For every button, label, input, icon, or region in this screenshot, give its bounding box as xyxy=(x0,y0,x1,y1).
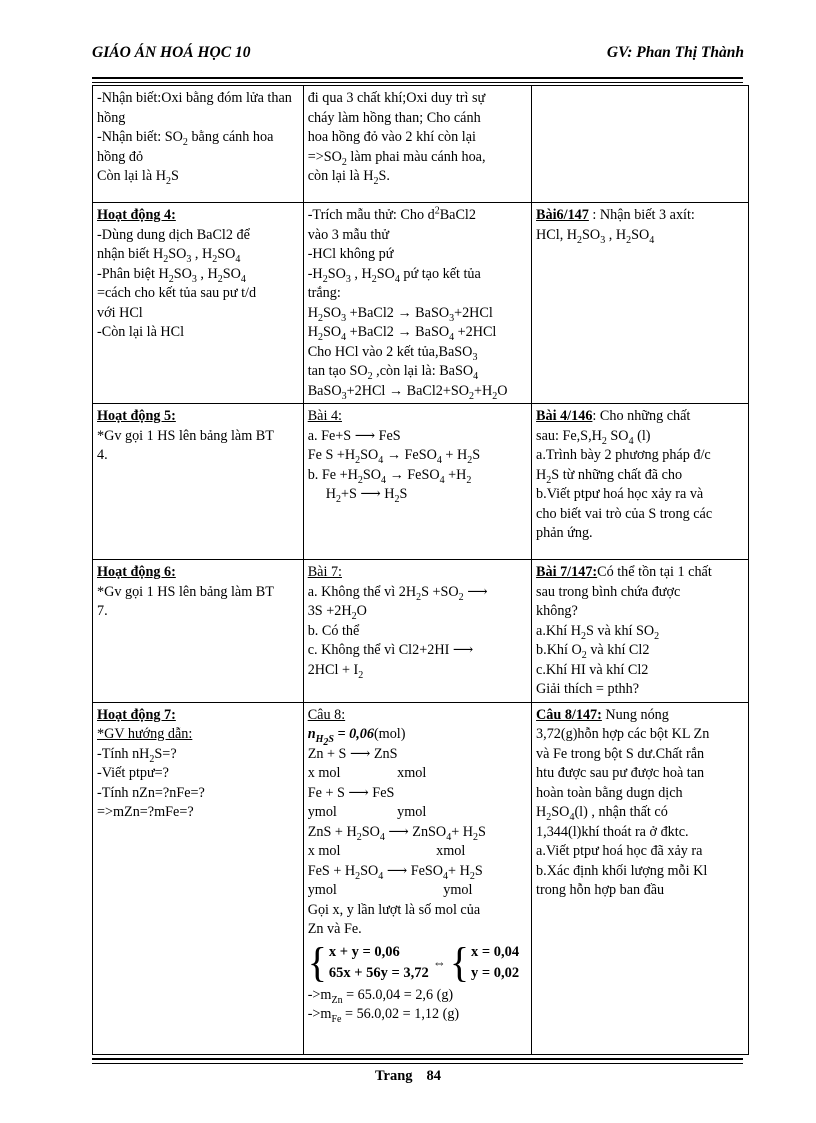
text-line: cháy làm hồng than; Cho cánh xyxy=(307,109,481,126)
text-line: ymol ymol xyxy=(307,882,473,898)
exercise-title: Câu 8/147: xyxy=(536,706,602,723)
exercise-cell xyxy=(532,702,749,1054)
text-line: trong hỗn hợp ban đầu xyxy=(536,882,665,898)
text-line: và Fe trong bột S dư.Chất rắn xyxy=(536,745,705,762)
text-line: phản ứng. xyxy=(536,525,593,541)
text-line: -Tính $nH_2S=$? xyxy=(97,745,177,765)
equation-line: $H_2+S$ ⟶ $H_2S$ xyxy=(325,486,408,505)
table-row xyxy=(93,86,749,203)
text-line: Nung nóng xyxy=(601,706,669,723)
equation-line: $H_2SO_4$ +BaCl2 → BaSO$_4$ +2HCl xyxy=(307,324,497,343)
text-line: còn lại là $H_2S$. xyxy=(307,168,390,187)
footer-rule xyxy=(92,1058,743,1064)
text-line: đi qua 3 chất khí;Oxi duy trì sự xyxy=(307,90,486,106)
table-row xyxy=(93,560,749,703)
text-line: hồng đỏ xyxy=(97,148,144,165)
activity-title: Hoạt động 5: xyxy=(97,408,176,424)
text-line: Gọi x, y lần lượt là số mol của xyxy=(307,901,481,918)
text-line: -Nhận biết: $SO_2$ bằng cánh hoa xyxy=(97,129,274,148)
equation-line: FeS + $H_2SO_4$ ⟶ FeSO$_4$+ $H_2S$ xyxy=(307,862,483,882)
table-row xyxy=(93,203,749,404)
text-line: $H_2SO_4(l)$ , nhận thất có xyxy=(536,804,668,823)
text-line: sau trong bình chứa được xyxy=(536,583,681,600)
page-label: Trang xyxy=(374,1068,413,1084)
content-cell xyxy=(303,404,531,560)
text-line: $H_2S$ từ những chất đã cho xyxy=(536,466,683,486)
exercise-title: Câu 8: xyxy=(307,706,346,723)
text-line: x mol xmol xyxy=(307,843,466,859)
text-line: : Nhận biết 3 axít: xyxy=(588,207,695,223)
text-line: -Trích mẫu thử: Cho $d^2BaCl2$ xyxy=(307,205,476,223)
text-line: b.Khí $O_2$ và khí Cl2 xyxy=(536,642,650,661)
text-line: htu được sau pư được hoà tan xyxy=(536,765,705,781)
system-equation: x + y = 0,06 xyxy=(328,943,400,960)
activity-subtitle: *GV hướng dẫn: xyxy=(97,726,193,742)
activity-cell xyxy=(93,404,304,560)
exercise-cell xyxy=(532,404,749,560)
text-line: x mol xmol xyxy=(307,765,427,781)
text-line: a.Khí $H_2S$ và khí $SO_2$ xyxy=(536,622,660,642)
system-equation: 65x + 56y = 3,72 xyxy=(328,964,429,981)
text-line: -HCl không pứ xyxy=(307,246,394,262)
equation-line: a. Không thể vì $2H_2S +SO_2$ ⟶ xyxy=(307,583,488,603)
activity-cell xyxy=(93,203,304,404)
text-line: không? xyxy=(536,603,578,619)
equation-line: c. Không thể vì Cl2+2HI ⟶ xyxy=(307,642,474,658)
header-author: GV: Phan Thị Thành xyxy=(606,44,744,61)
implies-icon: ⇔ xyxy=(432,954,446,970)
result-line: $->m_{Zn} = 65.0,04 = 2,6$ (g) xyxy=(307,986,454,1006)
text-line: $=>SO_2$ làm phai màu cánh hoa, xyxy=(307,148,486,168)
page-number: 84 xyxy=(426,1068,442,1084)
mole-formula: $n_{H_2S} = 0,06$ xyxy=(307,726,374,748)
equation-line: b. $Fe +H_2SO_4$ → FeSO$_4$ $+H_2$ xyxy=(307,466,472,486)
text-line: với HCl xyxy=(97,304,143,321)
activity-title: Hoạt động 4: xyxy=(97,207,176,223)
page-footer xyxy=(0,1068,816,1085)
activity-title: Hoạt động 7: xyxy=(97,706,176,723)
exercise-title: Bài 4/146 xyxy=(536,408,593,424)
system-solution: x = 0,04 xyxy=(471,943,520,960)
text-line: 1,344(l)khí thoát ra ở đktc. xyxy=(536,823,689,840)
brace-icon: { xyxy=(449,938,470,986)
activity-cell xyxy=(93,702,304,1054)
text-line: Giải thích = pthh? xyxy=(536,681,640,697)
text-line: $-H_2SO_3$ , $H_2SO_4$ pứ tạo kết tủa xyxy=(307,265,481,285)
text-line: a.Viết ptpư hoá học đã xảy ra xyxy=(536,843,703,859)
equation-line: ZnS + $H_2SO_4$ ⟶ ZnSO$_4$+ $H_2S$ xyxy=(307,823,486,843)
text-line: -Nhận biết:Oxi bằng đóm lửa than hồng xyxy=(97,90,292,126)
activity-title: Hoạt động 6: xyxy=(97,564,176,580)
content-cell xyxy=(303,560,531,703)
text-line: trắng: xyxy=(307,285,341,301)
text-line: HCl, $H_2SO_3$ , $H_2SO_4$ xyxy=(536,226,655,246)
text-line: sau: $Fe,S,H_2$ $SO_4$ (l) xyxy=(536,427,651,447)
content-cell xyxy=(303,702,531,1054)
text-line: nhận biết $H_2SO_3$ , $H_2SO_4$ xyxy=(97,246,241,265)
text-line: -Dùng dung dịch BaCl2 để xyxy=(97,226,250,243)
exercise-cell xyxy=(532,203,749,404)
lesson-table xyxy=(92,85,749,1055)
text-line: -Viết ptpư=? xyxy=(97,765,169,781)
content-cell xyxy=(303,86,531,203)
equation-line: a. Fe+S ⟶ FeS xyxy=(307,427,401,444)
system-solution: y = 0,02 xyxy=(471,964,520,981)
text-line: -Phân biệt $H_2SO_3$ , $H_2SO_4$ xyxy=(97,265,246,285)
text-line: 3,72(g)hỗn hợp các bột KL Zn xyxy=(536,726,710,742)
table-row xyxy=(93,702,749,1054)
equation-line: Zn + S ⟶ ZnS xyxy=(307,745,398,762)
exercise-title: Bài 7: xyxy=(307,564,342,580)
text-line: b.Viết ptpư hoá học xảy ra và xyxy=(536,486,704,502)
equation-line: Fe $S +H_2SO_4$ → FeSO$_4$ + $H_2S$ xyxy=(307,447,481,466)
text-line: -Tính nZn=?nFe=? xyxy=(97,784,205,801)
equation-line: Fe + S ⟶ FeS xyxy=(307,784,395,801)
content-cell xyxy=(303,203,531,404)
text-line: Còn lại là $H_2S$ xyxy=(97,168,179,187)
table-row xyxy=(93,404,749,560)
equation-system xyxy=(307,938,527,986)
result-line: $->m_{Fe} = 56.0,02 = 1,12$ (g) xyxy=(307,1006,460,1025)
text-line: cho biết vai trò của S trong các xyxy=(536,505,713,522)
text-line: Cho HCl vào 2 kết tủa,BaSO$_3$ xyxy=(307,343,478,363)
text-line: *Gv gọi 1 HS lên bảng làm BT xyxy=(97,583,274,600)
text-line: vào 3 mẫu thử xyxy=(307,226,390,243)
text-line: hoa hồng đỏ vào 2 khí còn lại xyxy=(307,129,476,145)
text-line: 7. xyxy=(97,603,108,619)
brace-icon: { xyxy=(307,938,327,986)
text-line: 4. xyxy=(97,447,108,463)
equation-line: $2HCl + I_2$ xyxy=(307,661,364,681)
equation-line: $H_2SO_3$ +BaCl2 → BaSO$_3$+2HCl xyxy=(307,304,493,324)
exercise-title: Bài 7/147: xyxy=(536,564,598,580)
equation-line: BaSO$_3$+2HCl → $BaCl2+SO_2+H_2O$ xyxy=(307,382,508,402)
equation-line: $3S +2H_2O$ xyxy=(307,603,367,622)
activity-cell xyxy=(93,560,304,703)
text-line: Có thể tồn tại 1 chất xyxy=(597,564,712,580)
text-line: hoàn toàn bằng dugn dịch xyxy=(536,784,683,801)
exercise-title: Bài6/147 xyxy=(536,207,589,223)
text-line: b.Xác định khối lượng mỗi Kl xyxy=(536,862,708,879)
exercise-cell xyxy=(532,86,749,203)
text-line: ymol ymol xyxy=(307,804,427,820)
text-line: tan tạo $SO_2$ ,còn lại là: BaSO$_4$ xyxy=(307,363,479,382)
text-line: b. Có thể xyxy=(307,622,360,639)
page-header xyxy=(92,40,744,70)
exercise-cell xyxy=(532,560,749,703)
text-line: =>mZn=?mFe=? xyxy=(97,804,194,820)
text-line: =cách cho kết tủa sau pư t/d xyxy=(97,285,257,301)
header-rule xyxy=(92,77,743,83)
header-title: GIÁO ÁN HOÁ HỌC 10 xyxy=(92,44,251,61)
text-line: Zn và Fe. xyxy=(307,921,362,937)
activity-cell xyxy=(93,86,304,203)
text-line: *Gv gọi 1 HS lên bảng làm BT xyxy=(97,427,274,444)
text-line: a.Trình bày 2 phương pháp đ/c xyxy=(536,447,711,463)
text-line: c.Khí HI và khí Cl2 xyxy=(536,661,649,678)
text-line: -Còn lại là HCl xyxy=(97,324,185,340)
text-line: : Cho những chất xyxy=(592,408,691,424)
unit-label: (mol) xyxy=(373,726,406,742)
exercise-title: Bài 4: xyxy=(307,408,342,424)
